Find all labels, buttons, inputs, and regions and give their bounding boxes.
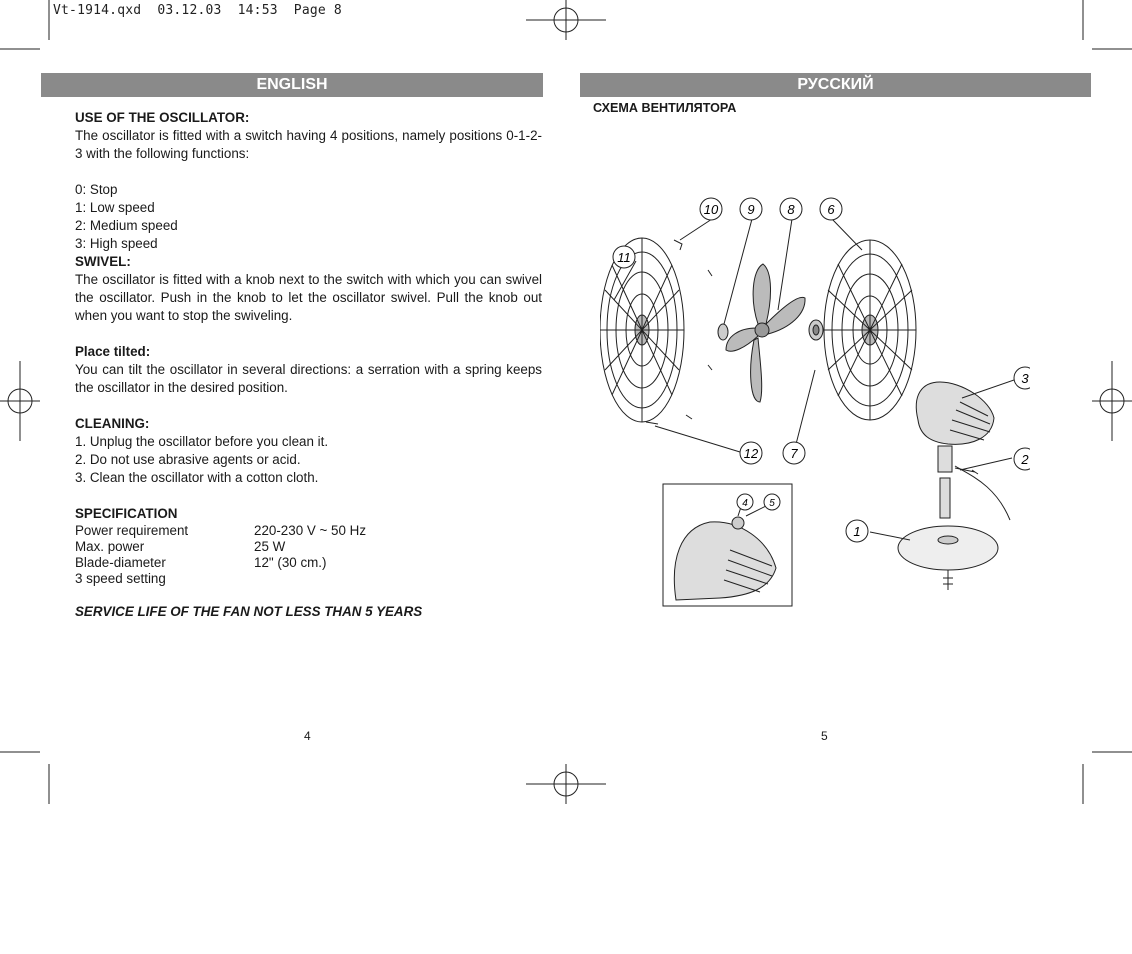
spec-value: 220-230 V ~ 50 Hz xyxy=(254,523,367,538)
callout-1 xyxy=(846,520,868,542)
cleaning-step: 3. Clean the oscillator with a cotton cloth. xyxy=(75,470,319,485)
cleaning-step: 2. Do not use abrasive agents or acid. xyxy=(75,452,301,467)
svg-text:8: 8 xyxy=(787,202,795,217)
svg-text:12: 12 xyxy=(743,446,759,461)
svg-text:9: 9 xyxy=(747,202,755,217)
file-slug: Vt-1914.qxd 03.12.03 14:53 Page 8 xyxy=(53,3,342,18)
callout-5 xyxy=(764,494,780,510)
svg-text:7: 7 xyxy=(790,446,798,461)
spec-row xyxy=(75,555,542,571)
english-header: ENGLISH xyxy=(41,73,543,97)
spec-label: 3 speed setting xyxy=(75,571,166,586)
svg-text:6: 6 xyxy=(827,202,835,217)
callout-10 xyxy=(700,198,722,220)
position-item: 1: Low speed xyxy=(75,200,155,215)
spec-label: Max. power xyxy=(75,539,145,554)
callout-4 xyxy=(737,494,753,510)
svg-text:10: 10 xyxy=(703,202,719,217)
base-part xyxy=(898,526,998,590)
oscillator-intro: The oscillator is fitted with a switch having 4 positions, namely positions 0-1-2-3 with the following functions: xyxy=(75,128,542,161)
page-number-right: 5 xyxy=(821,729,828,743)
callout-7 xyxy=(783,442,805,464)
position-item: 0: Stop xyxy=(75,182,118,197)
diagram-title: СХЕМА ВЕНТИЛЯТОРА xyxy=(593,101,737,115)
service-life-note: SERVICE LIFE OF THE FAN NOT LESS THAN 5 YEARS xyxy=(75,604,423,619)
oscillator-heading: USE OF THE OSCILLATOR: xyxy=(75,110,250,125)
cleaning-step: 1. Unplug the oscillator before you clean it. xyxy=(75,434,329,449)
front-grille xyxy=(824,240,916,420)
swivel-text: The oscillator is fitted with a knob next to the switch with which you can swivel the oscillator. Push in the knob to let the oscillator swivel. Pull the knob out when you want to stop the swiveling. xyxy=(75,272,542,323)
callout-12 xyxy=(740,442,762,464)
russian-header: РУССКИЙ xyxy=(580,73,1091,97)
svg-text:11: 11 xyxy=(617,250,631,265)
cleaning-heading: CLEANING: xyxy=(75,416,150,431)
callout-2 xyxy=(1014,448,1030,470)
callout-9 xyxy=(740,198,762,220)
fan-exploded-diagram xyxy=(600,190,1030,610)
swivel-heading: SWIVEL: xyxy=(75,254,131,269)
svg-text:5: 5 xyxy=(769,498,775,509)
spec-label: Blade-diameter xyxy=(75,555,166,570)
position-item: 3: High speed xyxy=(75,236,158,251)
tilted-heading: Place tilted: xyxy=(75,344,151,359)
svg-text:3: 3 xyxy=(1021,371,1029,386)
spec-row xyxy=(75,539,542,555)
page-number-left: 4 xyxy=(304,729,311,743)
svg-text:1: 1 xyxy=(853,524,861,539)
svg-text:4: 4 xyxy=(742,498,748,509)
svg-text:2: 2 xyxy=(1021,452,1029,467)
blade-assembly xyxy=(726,264,805,402)
callout-3 xyxy=(1014,367,1030,389)
spinner-part xyxy=(718,324,728,340)
motor-housing xyxy=(916,382,1010,520)
spec-value: 25 W xyxy=(254,539,286,554)
position-item: 2: Medium speed xyxy=(75,218,178,233)
spec-row xyxy=(75,523,542,539)
specification-heading: SPECIFICATION xyxy=(75,506,178,521)
nut-part xyxy=(809,320,823,340)
spec-value: 12" (30 cm.) xyxy=(254,555,327,570)
callout-6 xyxy=(820,198,842,220)
tilted-text: You can tilt the oscillator in several directions: a serration with a spring keeps the oscillator in the desired position. xyxy=(75,362,542,395)
callout-11 xyxy=(613,246,635,268)
spec-label: Power requirement xyxy=(75,523,189,538)
callout-8 xyxy=(780,198,802,220)
spec-row xyxy=(75,571,542,587)
english-column xyxy=(75,109,542,621)
